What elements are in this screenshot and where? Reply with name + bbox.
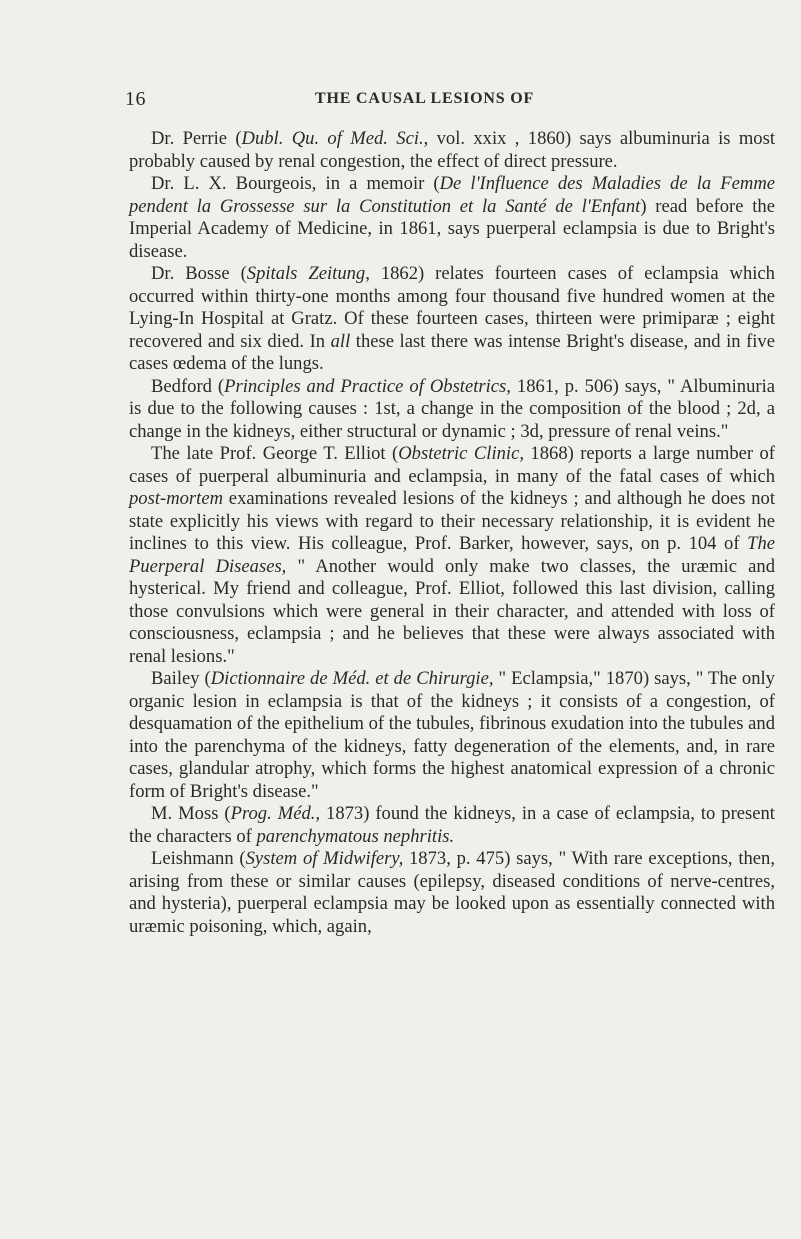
paragraph-leishmann: Leishmann (System of Midwifery, 1873, p. 475) says, " With rare exceptions, then, arising from these or similar causes (epilepsy, diseased conditions of nerve-centres, and hysteria), puerperal eclampsia may be looked upon as essentially connected with uræmic poisoning, which, again,	[129, 848, 775, 937]
paragraph-elliot: The late Prof. George T. Elliot (Obstetric Clinic, 1868) reports a large number of cases of puerperal albuminuria and eclampsia, in many of the fatal cases of which post-mortem examinations revealed lesions of the kidneys ; and although he does not state explicitly his views with regard to their necessary relationship, it is evident he inclines to this view. His colleague, Prof. Barker, however, says, on p. 104 of The Puerperal Diseases, " Another would only make two classes, the uræmic and hysterical. My friend and colleague, Prof. Elliot, followed this last division, calling those convulsions which were general in their character, and attended with loss of consciousness, eclampsia ; and he believes that these were always associated with renal lesions."	[129, 443, 776, 667]
paragraph-bosse: Dr. Bosse (Spitals Zeitung, 1862) relates fourteen cases of eclampsia which occurred within thirty-one months among four thousand five hundred women at the Lying-In Hospital at Gratz. Of these fourteen cases, thirteen were primiparæ ; eight recovered and six died. In all these last there was intense Bright's disease, and in five cases œdema of the lungs.	[129, 263, 775, 374]
running-title: THE CAUSAL LESIONS OF	[315, 90, 535, 107]
paragraph-bourgeois: Dr. L. X. Bourgeois, in a memoir (De l'Influence des Maladies de la Femme pendent la Grossesse sur la Constitution et la Santé de l'Enfant) read before the Imperial Academy of Medicine, in 1861, says puerperal eclampsia is due to Bright's disease.	[129, 173, 775, 262]
body-text	[129, 128, 775, 938]
paragraph-perrie: Dr. Perrie (Dubl. Qu. of Med. Sci., vol. xxix , 1860) says albuminuria is most probably caused by renal congestion, the effect of direct pressure.	[129, 128, 775, 172]
page-header	[125, 88, 741, 118]
paragraph-bailey: Bailey (Dictionnaire de Méd. et de Chirurgie, " Eclampsia," 1870) says, " The only organic lesion in eclampsia is that of the kidneys ; it consists of a congestion, of desquamation of the epithelium of the tubules, fibrinous exudation into the tubules and into the parenchyma of the kidneys, fatty degeneration of the elements, and, in rare cases, glandular atrophy, which forms the highest anatomical expression of a chronic form of Bright's disease."	[129, 668, 776, 802]
paragraph-moss: M. Moss (Prog. Méd., 1873) found the kidneys, in a case of eclampsia, to present the characters of parenchymatous nephritis.	[129, 803, 775, 847]
page-number: 16	[125, 88, 146, 110]
paragraph-bedford: Bedford (Principles and Practice of Obstetrics, 1861, p. 506) says, " Albuminuria is due to the following causes : 1st, a change in the composition of the blood ; 2d, a change in the kidneys, either structural or dynamic ; 3d, pressure of renal veins."	[129, 375, 775, 442]
